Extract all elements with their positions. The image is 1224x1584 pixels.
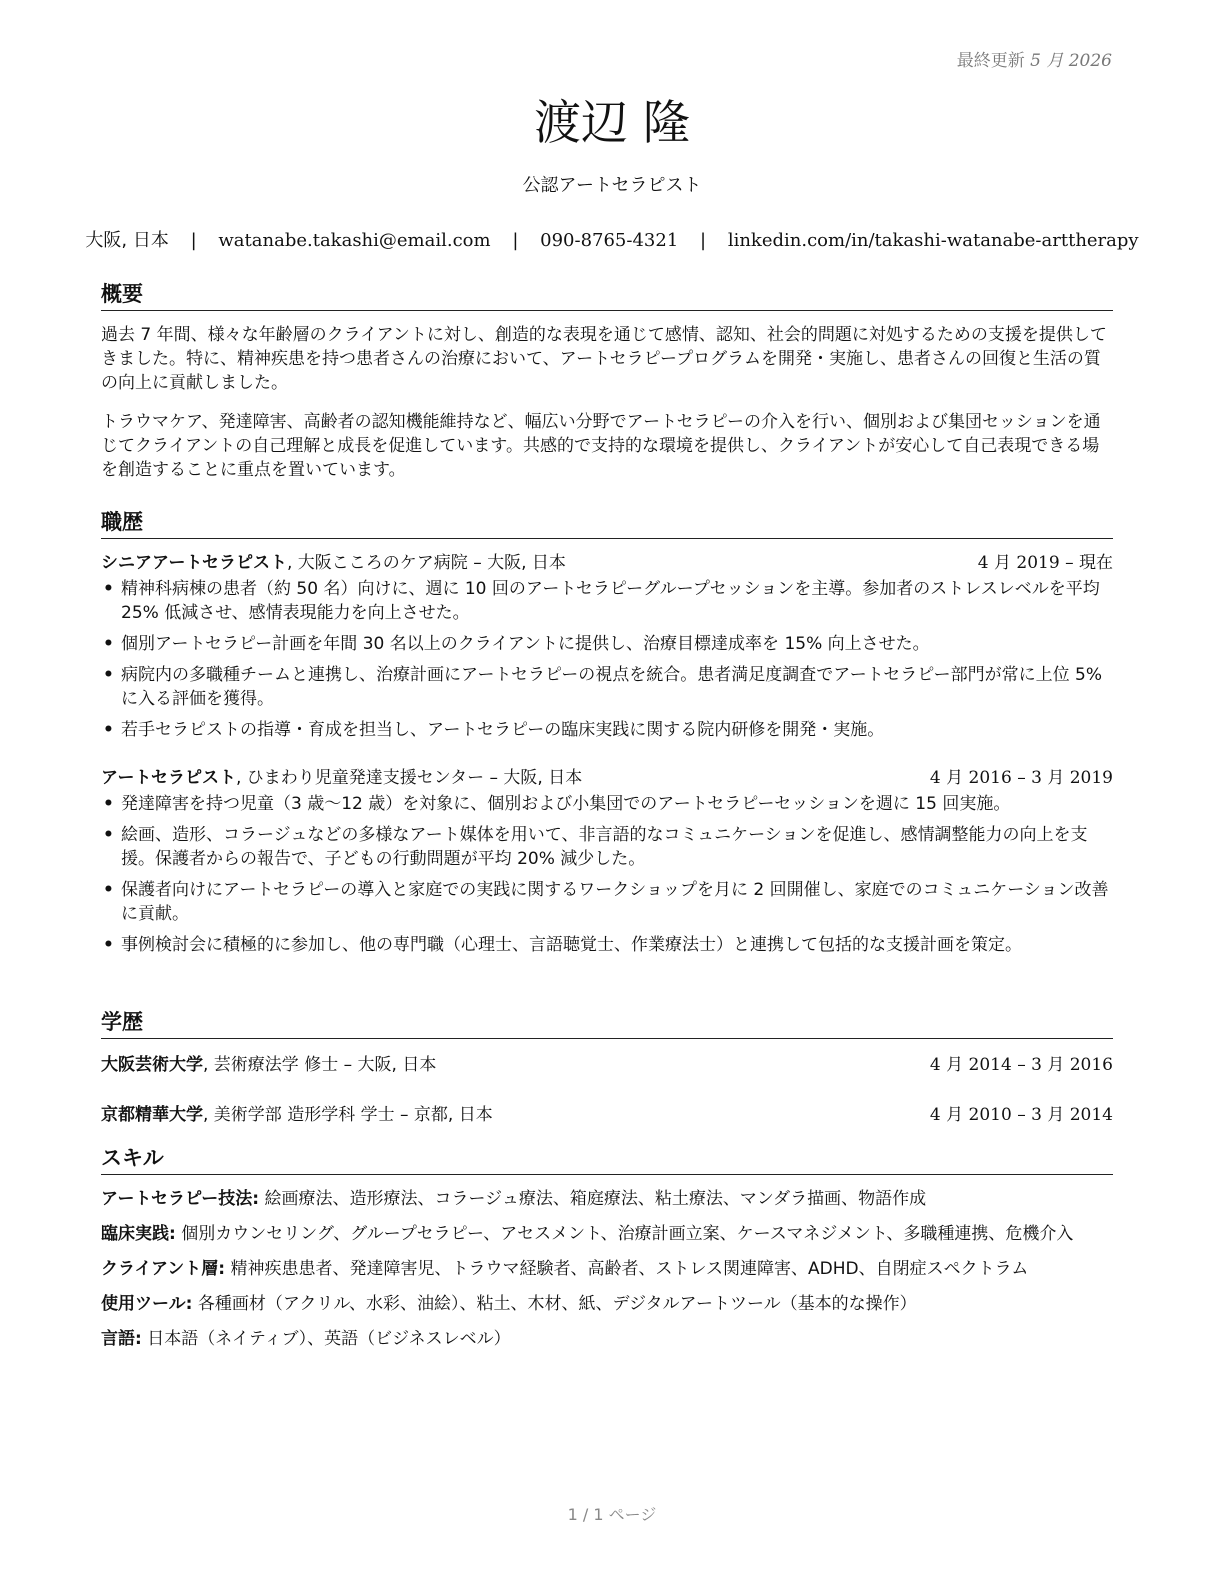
job-entry bbox=[101, 551, 1113, 742]
education-dates: 4 月 2010 – 3 月 2014 bbox=[929, 1105, 1113, 1125]
skill-line bbox=[101, 1257, 1113, 1281]
job-org: , 大阪こころのケア病院 – 大阪, 日本 bbox=[286, 553, 566, 573]
skill-label: 臨床実践: bbox=[101, 1224, 176, 1244]
job-bullets bbox=[101, 792, 1113, 957]
job-header bbox=[101, 766, 1113, 790]
contact-separator: | bbox=[700, 230, 707, 251]
job-bullet: • 絵画、造形、コラージュなどの多様なアート媒体を用いて、非言語的なコミュニケーションを促進し、感情調整能力の向上を支援。保護者からの報告で、子どもの行動問題が平均 20% 減少した。 bbox=[101, 823, 1113, 871]
skill-line bbox=[101, 1292, 1113, 1316]
job-bullet: • 個別アートセラピー計画を年間 30 名以上のクライアントに提供し、治療目標達成率を 15% 向上させた。 bbox=[101, 632, 1113, 656]
education-school: 大阪芸術大学 bbox=[101, 1055, 203, 1075]
job-bullet: • 保護者向けにアートセラピーの導入と家庭での実践に関するワークショップを月に 2 回開催し、家庭でのコミュニケーション改善に貢献。 bbox=[101, 878, 1113, 926]
job-title: 公認アートセラピスト bbox=[522, 175, 702, 196]
skill-value: 個別カウンセリング、グループセラピー、アセスメント、治療計画立案、ケースマネジメント、多職種連携、危機介入 bbox=[175, 1224, 1074, 1244]
education-entry bbox=[101, 1053, 1113, 1077]
job-header bbox=[101, 551, 1113, 575]
summary-paragraph: 過去 7 年間、様々な年齢層のクライアントに対し、創造的な表現を通じて感情、認知、社会的問題に対処するための支援を提供してきました。特に、精神疾患を持つ患者さんの治療において、アートセラピープログラムを開発・実施し、患者さんの回復と生活の質の向上に貢献しました。 bbox=[101, 325, 1107, 393]
job-org: , ひまわり児童発達支援センター – 大阪, 日本 bbox=[235, 768, 583, 788]
job-bullet: • 病院内の多職種チームと連携し、治療計画にアートセラピーの視点を統合。患者満足度調査でアートセラピー部門が常に上位 5% に入る評価を獲得。 bbox=[101, 663, 1113, 711]
education-section bbox=[101, 1006, 1113, 1127]
education-entry bbox=[101, 1103, 1113, 1127]
skill-value: 精神疾患患者、発達障害児、トラウマ経験者、高齢者、ストレス関連障害、ADHD、自閉症スペクトラム bbox=[225, 1259, 1029, 1279]
contact-email[interactable]: watanabe.takashi@email.com bbox=[218, 230, 491, 251]
last-updated-label: 最終更新 bbox=[956, 51, 1025, 71]
skill-value: 絵画療法、造形療法、コラージュ療法、箱庭療法、粘土療法、マンダラ描画、物語作成 bbox=[259, 1189, 927, 1209]
job-role: シニアアートセラピスト bbox=[101, 553, 287, 573]
experience-section bbox=[101, 506, 1113, 957]
skill-line bbox=[101, 1187, 1113, 1211]
education-dates: 4 月 2014 – 3 月 2016 bbox=[929, 1055, 1113, 1075]
person-name: 渡辺 隆 bbox=[534, 96, 690, 151]
skill-label: 使用ツール: bbox=[101, 1294, 193, 1314]
job-dates: 4 月 2019 – 現在 bbox=[977, 553, 1113, 573]
contact-line bbox=[0, 226, 1224, 252]
skill-value: 各種画材（アクリル、水彩、油絵）、粘土、木材、紙、デジタルアートツール（基本的な操作） bbox=[192, 1294, 917, 1314]
summary-section bbox=[101, 278, 1113, 482]
education-detail: , 芸術療法学 修士 – 大阪, 日本 bbox=[203, 1055, 437, 1075]
education-detail: , 美術学部 造形学科 学士 – 京都, 日本 bbox=[203, 1105, 493, 1125]
job-entry bbox=[101, 766, 1113, 957]
last-updated bbox=[957, 46, 1112, 71]
contact-location: 大阪, 日本 bbox=[85, 230, 169, 251]
skills-section bbox=[101, 1142, 1113, 1351]
skills-heading: スキル bbox=[101, 1142, 1113, 1175]
contact-linkedin[interactable]: linkedin.com/in/takashi-watanabe-arttherapy bbox=[727, 230, 1139, 251]
skill-value: 日本語（ネイティブ）、英語（ビジネスレベル） bbox=[141, 1329, 511, 1349]
job-bullet: • 事例検討会に積極的に参加し、他の専門職（心理士、言語聴覚士、作業療法士）と連携して包括的な支援計画を策定。 bbox=[101, 933, 1113, 957]
job-role: アートセラピスト bbox=[101, 768, 236, 788]
experience-heading: 職歴 bbox=[101, 506, 1113, 539]
education-school: 京都精華大学 bbox=[101, 1105, 203, 1125]
job-bullets bbox=[101, 577, 1113, 742]
skill-line bbox=[101, 1327, 1113, 1351]
skill-label: 言語: bbox=[101, 1329, 142, 1349]
job-bullet: • 発達障害を持つ児童（3 歳〜12 歳）を対象に、個別および小集団でのアートセラピーセッションを週に 15 回実施。 bbox=[101, 792, 1113, 816]
education-heading: 学歴 bbox=[101, 1006, 1113, 1039]
last-updated-date: 5 月 2026 bbox=[1030, 51, 1112, 71]
skill-line bbox=[101, 1222, 1113, 1246]
job-bullet: • 精神科病棟の患者（約 50 名）向けに、週に 10 回のアートセラピーグループセッションを主導。参加者のストレスレベルを平均 25% 低減させ、感情表現能力を向上させた。 bbox=[101, 577, 1113, 625]
skill-label: アートセラピー技法: bbox=[101, 1189, 260, 1209]
skill-label: クライアント層: bbox=[101, 1259, 226, 1279]
job-bullet: • 若手セラピストの指導・育成を担当し、アートセラピーの臨床実践に関する院内研修を開発・実施。 bbox=[101, 718, 1113, 742]
page-number: 1 / 1 ページ bbox=[567, 1505, 657, 1524]
contact-separator: | bbox=[190, 230, 197, 251]
contact-phone: 090-8765-4321 bbox=[540, 230, 679, 251]
job-dates: 4 月 2016 – 3 月 2019 bbox=[929, 768, 1113, 788]
summary-heading: 概要 bbox=[101, 278, 1113, 311]
summary-paragraph: トラウマケア、発達障害、高齢者の認知機能維持など、幅広い分野でアートセラピーの介入を行い、個別および集団セッションを通じてクライアントの自己理解と成長を促進しています。共感的で支持的な環境を提供し、クライアントが安心して自己表現できる場を創造することに重点を置いています。 bbox=[101, 412, 1101, 480]
contact-separator: | bbox=[512, 230, 519, 251]
